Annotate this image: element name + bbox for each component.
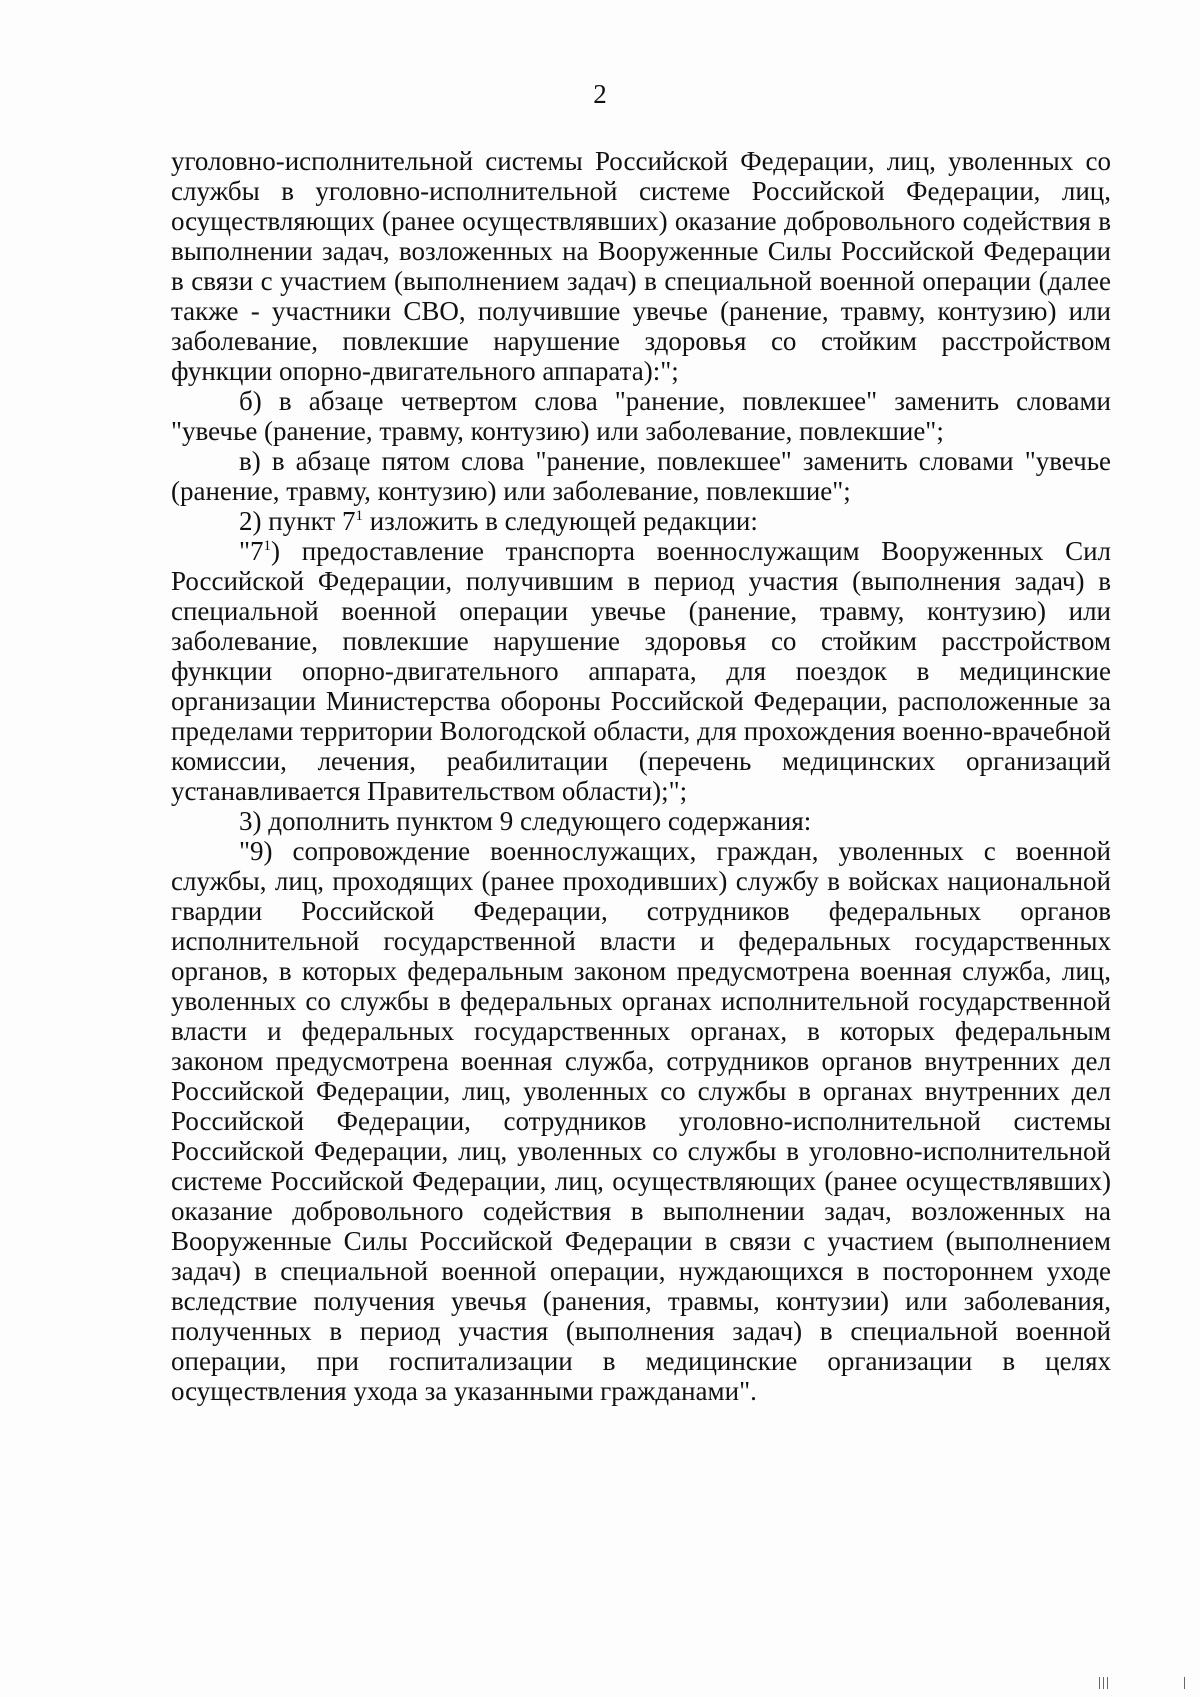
page-number: 2: [593, 79, 607, 109]
paragraph-point-7-1-after: ) предоставление транспорта военнослужащим Вооруженных Сил Российской Федерации, получившим в период участия (выполнения задач) в специальной военной операции увечье (ранение, травму, контузию) или заболевание, повлекшие нарушение здоровья со стойким расстройством функции опорно-двигательного аппарата, для поездок в медицинские организации Министерства обороны Российской Федерации, расположенные за пределами территории Вологодской области, для прохождения военно-врачебной комиссии, лечения, реабилитации (перечень медицинских организаций устанавливается Правительством области);";: [171, 536, 1111, 806]
paragraph-item-2-before: 2) пункт 7: [239, 506, 356, 536]
paragraph-point-7-1: [171, 536, 1111, 806]
superscript-1: 1: [263, 538, 272, 554]
paragraph-subitem-v: в) в абзаце пятом слова "ранение, повлекшее" заменить словами "увечье (ранение, травму, контузию) или заболевание, повлекшие";: [171, 446, 1111, 506]
scan-mark: [1099, 1677, 1100, 1689]
scan-mark: [1184, 1677, 1185, 1689]
paragraph-point-9: "9) сопровождение военнослужащих, граждан, уволенных с военной службы, лиц, проходящих (ранее проходивших) службу в войсках национальной гвардии Российской Федерации, сотрудников федеральных органов исполнительной государственной власти и федеральных государственных органов, в которых федеральным законом предусмотрена военная служба, лиц, уволенных со службы в федеральных органах исполнительной государственной власти и федеральных государственных органах, в которых федеральным законом предусмотрена военная служба, сотрудников органов внутренних дел Российской Федерации, лиц, уволенных со службы в органах внутренних дел Российской Федерации, сотрудников уголовно-исполнительной системы Российской Федерации, лиц, уволенных со службы в уголовно-исполнительной системе Российской Федерации, лиц, осуществляющих (ранее осуществлявших) оказание добровольного содействия в выполнении задач, возложенных на Вооруженные Силы Российской Федерации в связи с участием (выполнением задач) в специальной военной операции, нуждающихся в постороннем уходе вследствие получения увечья (ранения, травмы, контузии) или заболевания, полученных в период участия (выполнения задач) в специальной военной операции, при госпитализации в медицинские организации в целях осуществления ухода за указанными гражданами".: [171, 836, 1111, 1406]
document-body: [171, 146, 1111, 1406]
paragraph-item-2: [171, 506, 1111, 536]
scan-mark: [1107, 1677, 1108, 1689]
paragraph-item-2-after: изложить в следующей редакции:: [362, 506, 758, 536]
paragraph-item-3: 3) дополнить пунктом 9 следующего содержания:: [239, 806, 812, 836]
scan-mark: [1103, 1677, 1104, 1689]
paragraph-point-7-1-before: "7: [239, 536, 264, 566]
paragraph-subitem-b: б) в абзаце четвертом слова "ранение, повлекшее" заменить словами "увечье (ранение, травму, контузию) или заболевание, повлекшие";: [171, 386, 1111, 446]
superscript-1: 1: [355, 508, 363, 524]
paragraph-continuation: уголовно-исполнительной системы Российской Федерации, лиц, уволенных со службы в уголовно-исполнительной системе Российской Федерации, лиц, осуществляющих (ранее осуществлявших) оказание добровольного содействия в выполнении задач, возложенных на Вооруженные Силы Российской Федерации в связи с участием (выполнением задач) в специальной военной операции (далее также - участники СВО, получившие увечье (ранение, травму, контузию) или заболевание, повлекшие нарушение здоровья со стойким расстройством функции опорно-двигательного аппарата):";: [171, 146, 1111, 386]
